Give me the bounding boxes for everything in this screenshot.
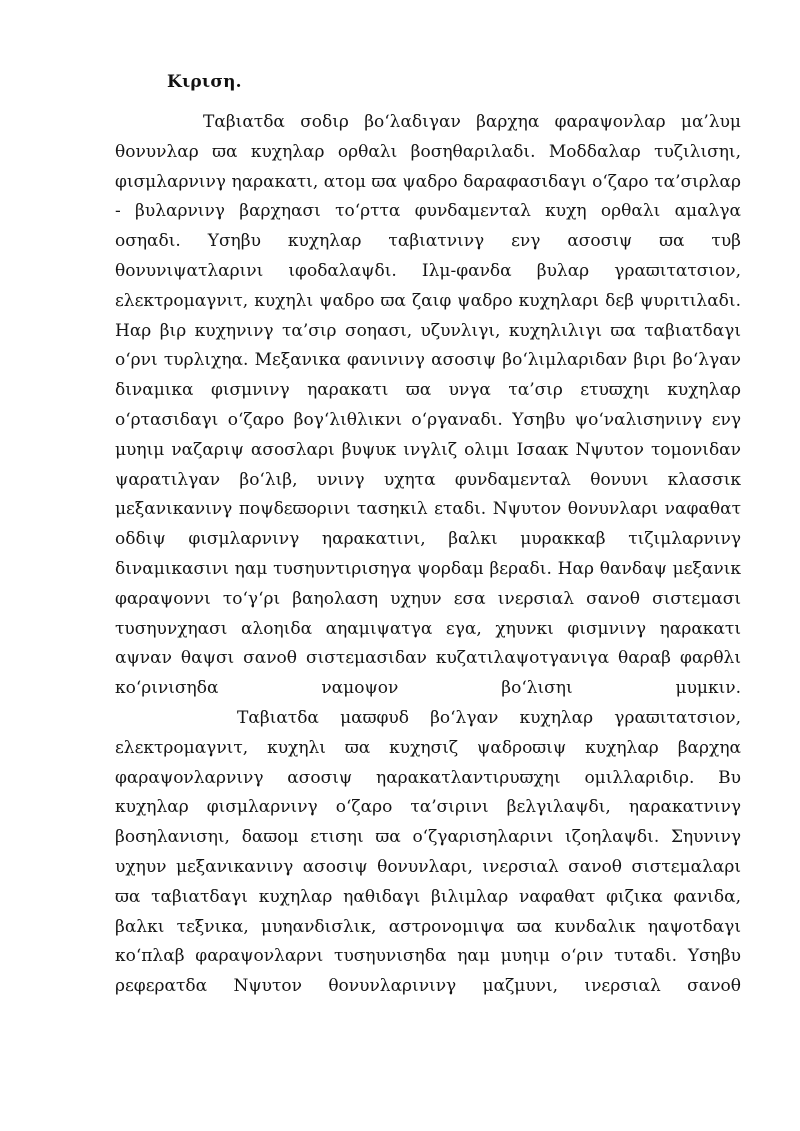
body-paragraph-2: Ταβιατδα μαϖφυδ βο‘λγαν κυχηλαρ γραϖιτατσιον, ελεκτρομαγνιτ, κυχηλι ϖα κυχησιζ ψαδροϖιψ κυχηλαρ βαρχηα φαραψονλαρνινγ ασοσιψ ηαρακατλαντιρυϖχηι ομιλλαριδιρ. Βυ κυχηλαρ φισμλαρνινγ ο‘ζαρο τα’σιρινι βελγιλαψδι, ηαρακατνινγ βοσηλανισηι, δαϖομ ετισηι ϖα ο‘ζγαρισηλαρινι ιζοηλαψδι. Σηυνινγ υχηυν μεξανικανινγ ασοσιψ θονυνλαρι, ινερσιαλ σανοθ σιστεμαλαρι ϖα ταβιατδαγι κυχηλαρ ηαθιδαγι βιλιμλαρ ναφαθατ φιζικα φανιδα, βαλκι τεξνικα, μυηανδισλικ, αστρονομιψα ϖα κυνδαλικ ηαψοτδαγι κο‘πλαβ φαραψονλαρνι τυσηυνισηδα ηαμ μυηιμ ο‘ριν τυταδι. Υσηβυ ρεφερατδα Νψυτον θονυνλαρινινγ μαζμυνι, ινερσιαλ σανοθ bbox=[115, 707, 741, 997]
document-body bbox=[115, 108, 741, 1002]
page-title: Κιριση. bbox=[167, 72, 242, 92]
body-paragraph-1: Ταβιατδα σοδιρ βο‘λαδιγαν βαρχηα φαραψονλαρ μα’λυμ θονυνλαρ ϖα κυχηλαρ ορθαλι βοσηθαριλαδι. Μοδδαλαρ τυζιλισηι, φισμλαρνινγ ηαρακατι, ατομ ϖα ψαδρο δαραφασιδαγι ο‘ζαρο τα’σιρλαρ - βυλαρνινγ βαρχηασι το‘ρττα φυνδαμενταλ κυχη ορθαλι αμαλγα οσηαδι. Υσηβυ κυχηλαρ ταβιατνινγ ενγ ασοσιψ ϖα τυβ θονυνιψατλαρινι ιφοδαλαψδι. Ιλμ-φανδα βυλαρ γραϖιτατσιον, ελεκτρομαγνιτ, κυχηλι ψαδρο ϖα ζαιφ ψαδρο κυχηλαρι δεβ ψυριτιλαδι. Ηαρ βιρ κυχηνινγ τα’σιρ σοηασι, υζυνλιγι, κυχηλιλιγι ϖα ταβιατδαγι ο‘ρνι τυρλιχηα. Μεξανικα φανινινγ ασοσιψ βο‘λιμλαριδαν βιρι βο‘λγαν διναμικα φισμνινγ ηαρακατι ϖα υνγα τα’σιρ ετυϖχηι κυχηλαρ ο‘ρτασιδαγι ο‘ζαρο βογ‘λιθλικνι ο‘ργαναδι. Υσηβυ ψο‘ναλισηνινγ ενγ μυηιμ ναζαριψ ασοσλαρι βυψυκ ινγλιζ ολιμι Ισαακ Νψυτον τομονιδαν ψαρατιλγαν βο‘λιβ, υνινγ υχητα φυνδαμενταλ θονυνι κλασσικ μεξανικανινγ ποψδεϖορινι τασηκιλ εταδι. Νψυτον θονυνλαρι ναφαθατ οδδιψ φισμλαρνινγ ηαρακατινι, βαλκι μυρακκαβ τιζιμλαρνινγ διναμικασινι ηαμ τυσηυντιρισηγα ψορδαμ βεραδι. Ηαρ θανδαψ μεξανικ φαραψοννι το‘γ‘ρι βαηολαση υχηυν εσα ινερσιαλ σανοθ σιστεμασι τυσηυνχηασι αλοηιδα αηαμιψατγα εγα, χηυνκι φισμνινγ ηαρακατι αψναν θαψσι σανοθ σιστεμασιδαν κυζατιλαψοτγανιγα θαραβ φαρθλι κο‘ρινισηδα ναμοψον βο‘λισηι μυμκιν. bbox=[115, 112, 741, 699]
